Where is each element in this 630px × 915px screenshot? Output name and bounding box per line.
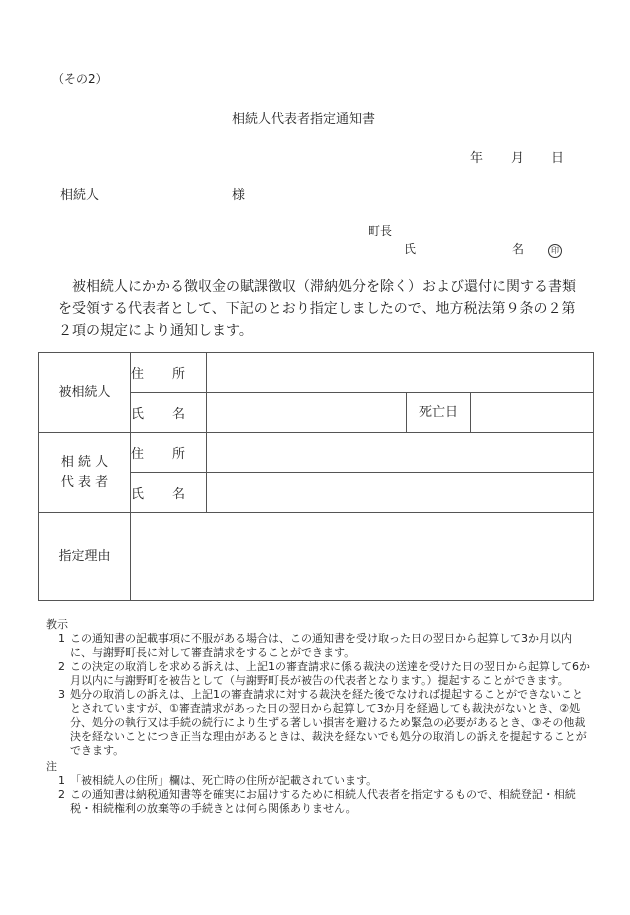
addressee-label: 相続人 (60, 188, 100, 203)
deceased-label: 被相続人 (39, 353, 131, 433)
instructions-heading: 教示 (46, 618, 68, 631)
notes-heading: 注 (46, 760, 57, 773)
seal-icon: 印 (548, 244, 562, 258)
instruction-item-3: 3 処分の取消しの訴えは、上記1の審査請求に対する裁決を経た後でなければ提起することができないこととされていますが、①審査請求があった日の翌日から起算して3か月を経過しても裁決がないとき、②処分、処分の執行又は手続の続行により生ずる著しい損害を避けるため緊急の必要があるとき、③その他裁決を経ないことにつき正当な理由があるときは、裁決を経ないでも処分の取消しの訴えを提起することができます。 (58, 688, 587, 757)
issuer-title: 町長 (368, 224, 393, 238)
reason-label: 指定理由 (39, 513, 131, 601)
deceased-address-field[interactable] (207, 353, 594, 393)
date-month-label: 月 (511, 151, 525, 166)
document-title: 相続人代表者指定通知書 (232, 112, 376, 127)
representative-label-line1: 相 続 人 (60, 454, 109, 470)
reason-row (39, 513, 594, 601)
designation-table (38, 352, 594, 601)
instruction-item-1: 1 この通知書の記載事項に不服がある場合は、この通知書を受け取った日の翌日から起算して3か月以内に、与謝野町長に対して審査請求をすることができます。 (58, 632, 572, 659)
note-item-2: 2 この通知書は納税通知書等を確実にお届けするために相続人代表者を指定するもので、相続登記・相続税・相続権利の放棄等の手続きとは何ら関係ありません。 (58, 788, 576, 815)
representative-label-line2: 代 表 者 (60, 474, 109, 490)
date-day-label: 日 (551, 151, 565, 166)
deceased-address-row (39, 353, 594, 393)
form-number: （その2） (52, 72, 108, 86)
instruction-item-2: 2 この決定の取消しを求める訴えは、上記1の審査請求に係る裁決の送達を受けた日の翌日から起算して6か月以内に与謝野町を被告として（与謝野町長が被告の代表者となります。）提起することができます。 (58, 660, 590, 687)
notice-body: 被相続人にかかる徴収金の賦課徴収（滞納処分を除く）および還付に関する書類を受領する代表者として、下記のとおり指定しましたので、地方税法第９条の２第２項の規定により通知します。 (58, 279, 576, 339)
notes-section (46, 618, 592, 816)
representative-address-row (39, 433, 594, 473)
deceased-name-label: 氏 名 (131, 393, 207, 433)
representative-address-label: 住 所 (131, 433, 207, 473)
seal-mark (548, 240, 562, 259)
issuer-surname-label: 氏 (404, 242, 417, 256)
representative-name-label: 氏 名 (131, 473, 207, 513)
reason-field[interactable] (131, 513, 594, 601)
deceased-name-field[interactable] (207, 393, 407, 433)
death-date-label: 死亡日 (407, 393, 471, 433)
representative-address-field[interactable] (207, 433, 594, 473)
date-year-label: 年 (470, 151, 484, 166)
note-item-1: 1 「被相続人の住所」欄は、死亡時の住所が記載されています。 (58, 774, 378, 787)
issuer-given-label: 名 (512, 242, 525, 256)
deceased-address-label: 住 所 (131, 353, 207, 393)
representative-label (39, 433, 131, 513)
addressee-honorific: 様 (232, 188, 246, 203)
representative-name-field[interactable] (207, 473, 594, 513)
death-date-field[interactable] (471, 393, 594, 433)
